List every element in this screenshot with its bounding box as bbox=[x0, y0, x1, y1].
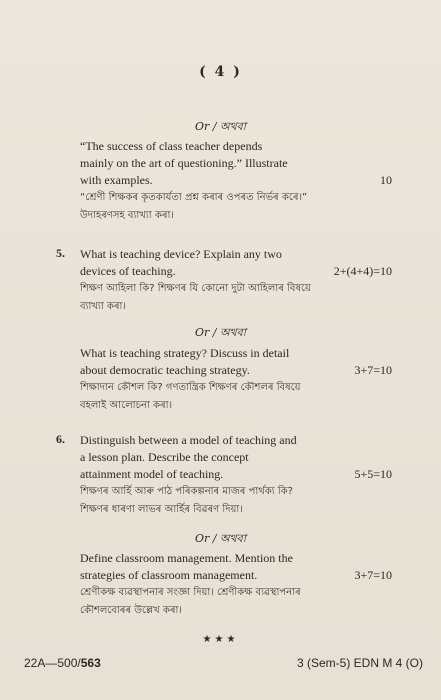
question-line: mainly on the art of questioning.” Illustrate bbox=[80, 156, 288, 170]
question-line: “The success of class teacher depends bbox=[80, 139, 263, 153]
question-line: attainment model of teaching. 5+5=10 bbox=[80, 467, 392, 481]
question-number: 6. bbox=[56, 432, 65, 446]
question-5 bbox=[80, 246, 392, 316]
question-5-alt bbox=[80, 345, 392, 415]
assamese-line: ব্যাখ্যা কৰা। bbox=[80, 301, 127, 312]
question-line: What is teaching strategy? Discuss in detail bbox=[80, 346, 290, 360]
question-4-alt bbox=[80, 138, 392, 225]
marks: 10 bbox=[380, 173, 392, 187]
question-line: strategies of classroom management. 3+7=10 bbox=[80, 568, 392, 582]
end-of-paper-stars: ★★★ bbox=[202, 634, 239, 645]
or-separator: Or / অথবা bbox=[195, 326, 246, 339]
question-6 bbox=[80, 432, 392, 519]
or-separator: Or / অথবা bbox=[195, 532, 246, 545]
assamese-line: শিক্ষাদান কৌশল কি? গণতান্ত্ৰিক শিক্ষণৰ কৌশলৰ বিষয়ে bbox=[80, 382, 301, 393]
marks: 5+5=10 bbox=[354, 467, 392, 481]
question-line: Define classroom management. Mention the bbox=[80, 551, 293, 565]
assamese-line: উদাহৰণসহ ব্যাখ্যা কৰা। bbox=[80, 210, 174, 221]
assamese-line: শিক্ষণৰ ধাৰণা লাভৰ আৰ্হিৰ বিৱৰণ দিয়া। bbox=[80, 504, 243, 515]
question-line: devices of teaching. 2+(4+4)=10 bbox=[80, 264, 392, 278]
marks: 3+7=10 bbox=[354, 363, 392, 377]
assamese-line: “শ্ৰেণী শিক্ষকৰ কৃতকাৰ্যতা প্ৰশ্ন কৰাৰ ওপৰত নিৰ্ভৰ কৰে।” bbox=[80, 192, 308, 203]
assamese-line: বহলাই আলোচনা কৰা। bbox=[80, 400, 173, 411]
question-number: 5. bbox=[56, 246, 65, 260]
question-line: a lesson plan. Describe the concept bbox=[80, 450, 249, 464]
assamese-line: শিক্ষণ আহিলা কি? শিক্ষণৰ যি কোনো দুটা আহিলাৰ বিষয়ে bbox=[80, 283, 311, 294]
question-line: What is teaching device? Explain any two bbox=[80, 247, 282, 261]
question-6-alt bbox=[80, 550, 392, 620]
or-separator: Or / অথবা bbox=[195, 120, 246, 133]
marks: 2+(4+4)=10 bbox=[333, 264, 392, 278]
assamese-line: কৌশলবোৰৰ উল্লেখ কৰা। bbox=[80, 605, 182, 616]
assamese-line: শ্ৰেণীকক্ষ ব্যৱস্থাপনাৰ সংজ্ঞা দিয়া। শ্ৰেণীকক্ষ ব্যৱস্থাপনাৰ bbox=[80, 587, 301, 598]
question-line: Distinguish between a model of teaching and bbox=[80, 433, 297, 447]
question-line: about democratic teaching strategy. 3+7=10 bbox=[80, 363, 392, 377]
assamese-line: শিক্ষণৰ আৰ্হি আৰু পাঠ পৰিকল্পনাৰ মাজৰ পাৰ্থক্য কি? bbox=[80, 486, 293, 497]
marks: 3+7=10 bbox=[354, 568, 392, 582]
page-number: ( 4 ) bbox=[199, 64, 242, 80]
footer-code: 22A—500/563 bbox=[24, 656, 101, 670]
question-line: with examples. 10 bbox=[80, 173, 392, 187]
footer-paper-code: 3 (Sem-5) EDN M 4 (O) bbox=[296, 656, 423, 670]
